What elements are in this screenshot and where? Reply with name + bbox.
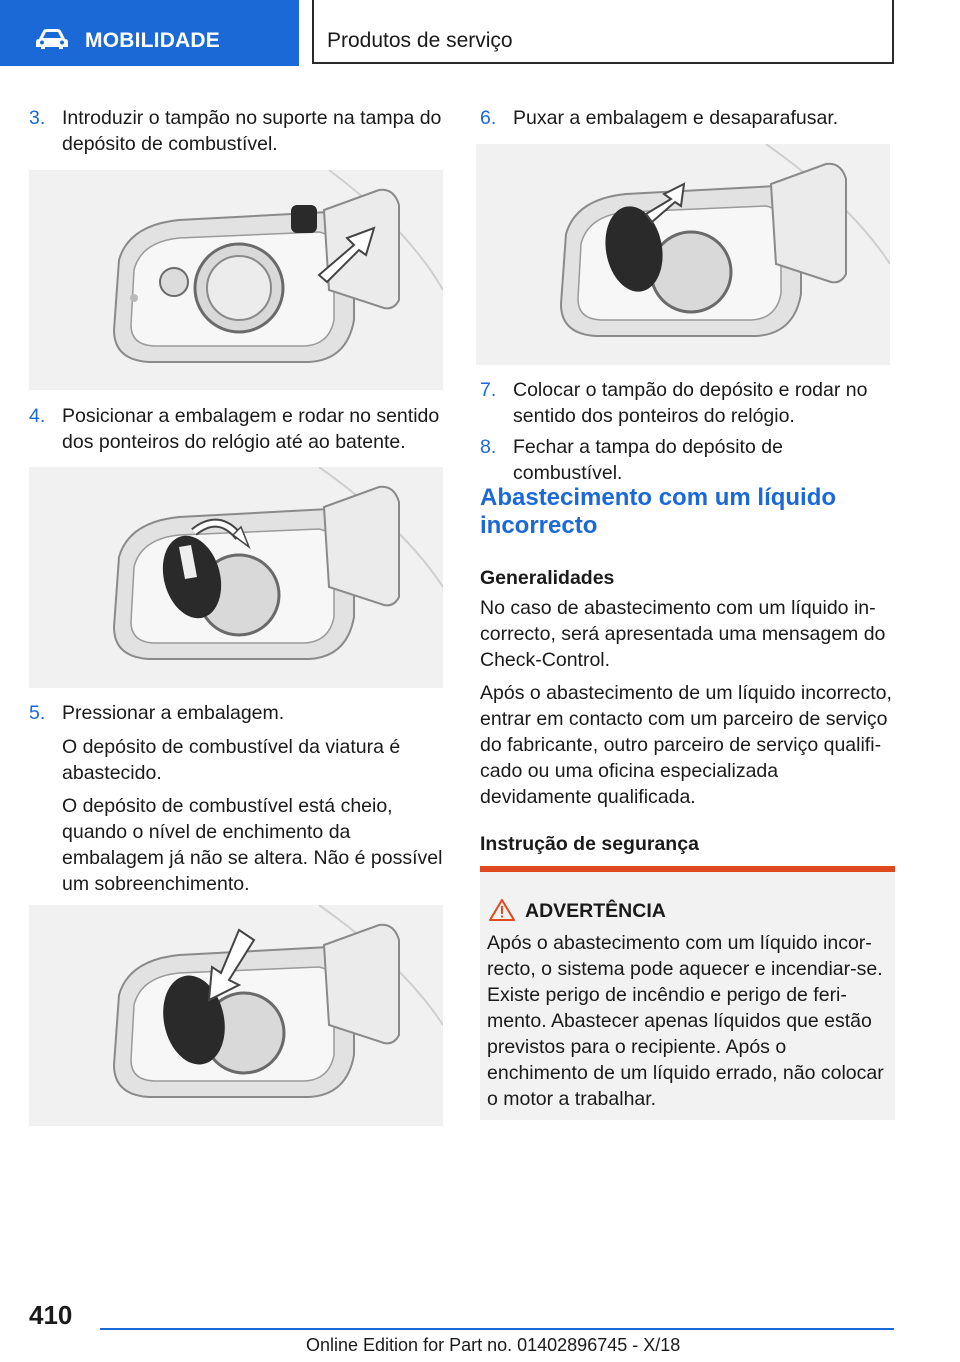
fuel-filler-illustration [29, 905, 443, 1126]
step-5 [29, 700, 444, 726]
fuel-filler-illustration [29, 467, 443, 688]
section-label: MOBILIDADE [85, 29, 220, 52]
step-text: Fechar a tampa do depósito de combustível. [513, 436, 783, 484]
warning-triangle-icon [489, 899, 515, 921]
step-text: Introduzir o tampão no suporte na tampa do depósito de combustível. [62, 107, 442, 155]
car-icon [34, 27, 70, 51]
section-heading: Abastecimento com um líquido incorrecto [480, 484, 837, 539]
step-number: 8. [480, 436, 497, 458]
illustration-pull-container [476, 144, 890, 365]
fuel-filler-illustration [29, 170, 443, 390]
step5-paragraph-1: O depósito de combustível da viatura é abastecido. [62, 736, 401, 784]
footer-divider [100, 1328, 894, 1330]
general-paragraph-1: No caso de abastecimento com um líquido incorrecto, será apresentada uma mensagem do Check-Control. [480, 597, 886, 671]
step-3 [29, 105, 444, 157]
step-7 [480, 377, 895, 429]
step-text: Colocar o tampão do depósito e rodar no sentido dos ponteiros do relógio. [513, 379, 868, 427]
warning-box [480, 866, 895, 1120]
page-number: 410 [29, 1300, 73, 1330]
warning-title: ADVERTÊNCIA [525, 900, 666, 922]
illustration-press-container [29, 905, 443, 1126]
illustration-rotate-container [29, 467, 443, 688]
header-section-tab [0, 0, 299, 66]
fuel-filler-illustration [476, 144, 890, 365]
step-number: 6. [480, 107, 497, 129]
step-4 [29, 403, 444, 455]
step-text: Pressionar a embalagem. [62, 702, 285, 724]
illustration-insert-cap [29, 170, 443, 390]
step-number: 4. [29, 405, 46, 427]
general-paragraph-2: Após o abastecimento de um líquido incorrecto, entrar em contacto com um parceiro de serviço do fabricante, outro parceiro de serviço qualificado ou uma oficina especializada devidamente qualificada. [480, 682, 892, 808]
step-6 [480, 105, 895, 131]
step5-paragraph-2: O depósito de combustível está cheio, quando o nível de enchimento da embalagem já não se altera. Não é possível um sobreenchimento. [62, 795, 443, 895]
step-number: 3. [29, 107, 46, 129]
step-number: 5. [29, 702, 46, 724]
step-8 [480, 434, 895, 486]
step-text: Posicionar a embalagem e rodar no sentido dos ponteiros do relógio até ao batente. [62, 405, 440, 453]
step-number: 7. [480, 379, 497, 401]
step-text: Puxar a embalagem e desaparafusar. [513, 107, 839, 129]
warning-text: Após o abastecimento com um líquido incorrecto, o sistema pode aquecer e incendiar-se. Existe perigo de incêndio e perigo de ferimento. Abastecer apenas líquidos que estão previstos para o recipiente. Após o enchimento de um líquido errado, não colocar o motor a trabalhar. [487, 932, 884, 1110]
subheading-general: Generalidades [480, 567, 615, 589]
chapter-header [312, 0, 894, 64]
chapter-label: Produtos de serviço [327, 29, 513, 52]
footer-edition: Online Edition for Part no. 01402896745 - X/18 [306, 1335, 681, 1355]
subheading-safety: Instrução de segurança [480, 833, 699, 855]
